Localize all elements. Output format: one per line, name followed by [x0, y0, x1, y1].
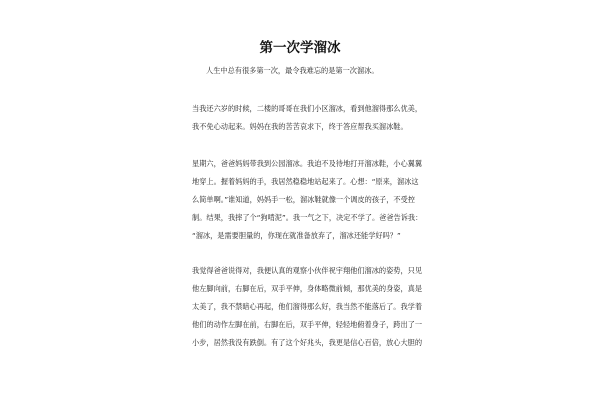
paragraph-line: 我觉得爸爸说得对，我便认真的观察小伙伴祝宇翔他们溜冰的姿势，只见: [192, 266, 423, 275]
paragraph-line: 他左脚向前，右脚在后，双手平伸，身体略微前倾，那优美的身姿，真是: [192, 284, 423, 293]
paragraph-line: 我不免心动起来。妈妈在我的苦苦哀求下，终于答应帮我买溜冰鞋。: [192, 122, 408, 131]
paragraph-2: [192, 155, 423, 245]
intro-line: 人生中总有很多第一次，最令我难忘的是第一次溜冰。: [206, 66, 379, 75]
paragraph-line: 当我还六岁的时候，二楼的哥哥在我们小区溜冰，看到他溜得那么优美，: [192, 104, 423, 113]
paragraph-1: [192, 100, 423, 136]
document-title: 第一次学溜冰: [259, 40, 341, 56]
paragraph-line: 制。结果，我摔了个“狗啃泥”。我一气之下，决定不学了。爸爸告诉我：: [192, 213, 423, 222]
paragraph-line: 么简单啊。”谁知道，妈妈手一松，溜冰鞋就像一个调皮的孩子，不受控: [192, 195, 415, 204]
paragraph-line: 小步，居然我没有跌倒。有了这个好兆头，我更是信心百倍，放心大胆的: [192, 338, 423, 347]
paragraph-line: 太美了，我不禁暗心再起，他们溜得那么好，我当然不能落后了。我学着: [192, 302, 423, 311]
paragraph-3: [192, 262, 423, 352]
paragraph-line: 地穿上。握着妈妈的手，我居然稳稳地站起来了。心想：“原来，溜冰这: [192, 177, 419, 186]
paragraph-line: 他们的动作左脚在前，右脚在后，双手平伸，轻轻地俯着身子，跨出了一: [192, 320, 423, 329]
paragraph-line: 星期六，爸爸妈妈带我到公园溜冰。我迫不及待地打开溜冰鞋，小心翼翼: [192, 159, 423, 168]
paragraph-line: “溜冰，是需要胆量的，你现在就准备放弃了，溜冰还能学好吗？”: [192, 231, 401, 240]
